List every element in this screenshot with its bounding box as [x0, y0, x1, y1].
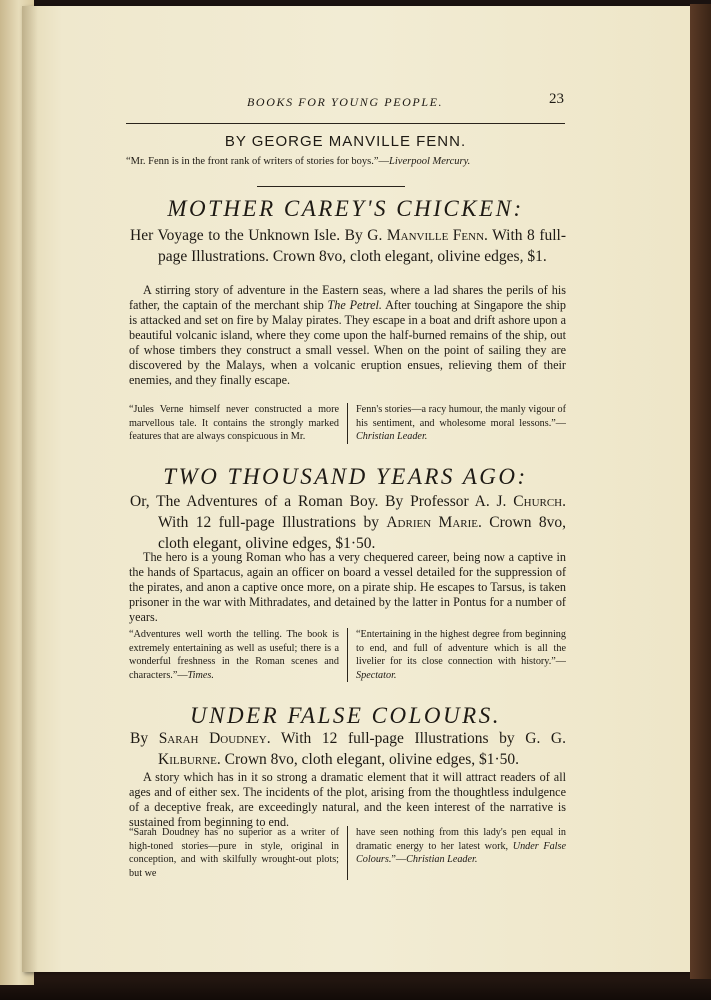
- book-title-two-thousand-years-ago: TWO THOUSAND YEARS AGO:: [163, 464, 528, 489]
- review-left: [129, 628, 339, 682]
- reviews-two-thousand-years-ago: [129, 628, 566, 682]
- review-source: Christian Leader.: [406, 854, 478, 865]
- review-book-title: Under False Colours.: [356, 840, 566, 865]
- review-left: “Jules Verne himself never constructed a more marvellous tale. It contains the strongly marked features that are always conspicuous in Mr.: [129, 404, 339, 442]
- desc-text: After touching at Singapore the ship is attacked and set on fire by Malay pirates. They escape in a boat and drift ashore upon a beautiful volcanic island, where they come upon the half-burned remains of the ship, out of whose timbers they construct a small vessel. When on the point of sailing they are discovered by the Malays, when a volcanic eruption ensues, relieving them of their enemies, and they finally escape.: [129, 298, 567, 387]
- book-entry-two-thousand-years-ago: [130, 491, 566, 554]
- book-entry-mother-careys-chicken: [130, 225, 566, 267]
- review-source: Times.: [187, 669, 214, 681]
- book-title-under-false-colours: UNDER FALSE COLOURS.: [190, 703, 501, 728]
- review-text: Fenn's stories—a racy humour, the manly vigour of his sentiment, and wholesome moral lessons.”—: [356, 404, 566, 429]
- review-text: have seen nothing from this lady's pen equal in dramatic energy to her latest work,: [356, 827, 566, 852]
- entry-text: Her Voyage to the Unknown Isle. By G.: [130, 227, 387, 244]
- review-text: “Entertaining in the highest degree from beginning to end, and full of adventure which is all the livelier for its close connection with history.”—: [356, 629, 566, 667]
- review-left: “Sarah Doudney has no superior as a writer of high-toned stories—pure in style, original in conception, and with skilfully wrought-out plots; but we: [129, 827, 339, 879]
- review-source: Spectator.: [356, 669, 397, 681]
- entry-text: With 12 full-page Illustrations by: [158, 514, 387, 531]
- entry-text: Or, The Adventures of a Roman Boy. By Professor A. J.: [130, 493, 514, 510]
- entry-text: With 8 full-page Illustrations. Crown 8vo, cloth elegant, olivine edges, $1.: [158, 227, 567, 265]
- page-number: 23: [549, 91, 564, 107]
- author-heading: BY GEORGE MANVILLE FENN.: [224, 133, 467, 150]
- entry-author: Sarah Doudney.: [158, 730, 271, 747]
- column-divider: [347, 628, 348, 682]
- review-text: ”—: [391, 854, 407, 865]
- review-right: [356, 403, 566, 444]
- column-divider: [347, 403, 348, 444]
- review-text: “Adventures well worth the telling. The book is extremely entertaining as well as useful; there is a wonderful freshness in the Roman scenes and characters.”—: [129, 629, 339, 681]
- book-title-mother-careys-chicken: MOTHER CAREY'S CHICKEN:: [167, 196, 524, 221]
- section-rule: [257, 186, 405, 187]
- entry-text: Crown 8vo, cloth elegant, olivine edges, $1·50.: [158, 514, 567, 552]
- entry-illustrator: Kilburne.: [158, 751, 221, 768]
- ship-name: The Petrel.: [327, 298, 382, 312]
- header-rule: [126, 123, 565, 124]
- reviews-mother-careys-chicken: [129, 403, 566, 444]
- book-description-two-thousand-years-ago: The hero is a young Roman who has a very chequered career, being now a captive in the hands of Spartacus, again an officer on board a vessel detailed for the suppression of the pirates, and anon a captive once more, on a pirate ship. He escapes to Tarsus, is taken prisoner in the war with Mithradates, and detained by the latter in Pontus for a number of years.: [129, 550, 566, 624]
- column-divider: [347, 826, 348, 880]
- review-right: [356, 628, 566, 682]
- author-quote-source: Liverpool Mercury.: [389, 156, 471, 167]
- entry-text: By: [130, 730, 159, 747]
- author-quote-text: “Mr. Fenn is in the front rank of writers of stories for boys.”—: [126, 156, 390, 167]
- entry-text: With 12 full-page Illustrations by G. G.: [270, 730, 566, 747]
- book-entry-under-false-colours: [130, 728, 566, 770]
- entry-text: Crown 8vo, cloth elegant, olivine edges, $1·50.: [220, 751, 520, 768]
- entry-author: Manville Fenn.: [386, 227, 488, 244]
- running-head: BOOKS FOR YOUNG PEOPLE.: [247, 95, 444, 109]
- entry-author: Church.: [513, 493, 566, 510]
- author-quote: [126, 155, 565, 169]
- reviews-under-false-colours: [129, 826, 566, 880]
- entry-illustrator: Adrien Marie.: [386, 514, 482, 531]
- review-right: [356, 826, 566, 880]
- book-description-mother-careys-chicken: [129, 283, 566, 388]
- review-source: Christian Leader.: [356, 431, 428, 442]
- desc-text: A stirring story of adventure in the Eastern seas, where a lad shares the perils of his father, the captain of the merchant ship: [129, 283, 566, 312]
- book-description-under-false-colours: A story which has in it so strong a dramatic element that it will attract readers of all ages and of either sex. The incidents of the plot, arising from the thoughtless indulgence of a deceptive freak, are exceedingly natural, and the keen interest of the narrative is sustained from beginning to end.: [129, 770, 566, 829]
